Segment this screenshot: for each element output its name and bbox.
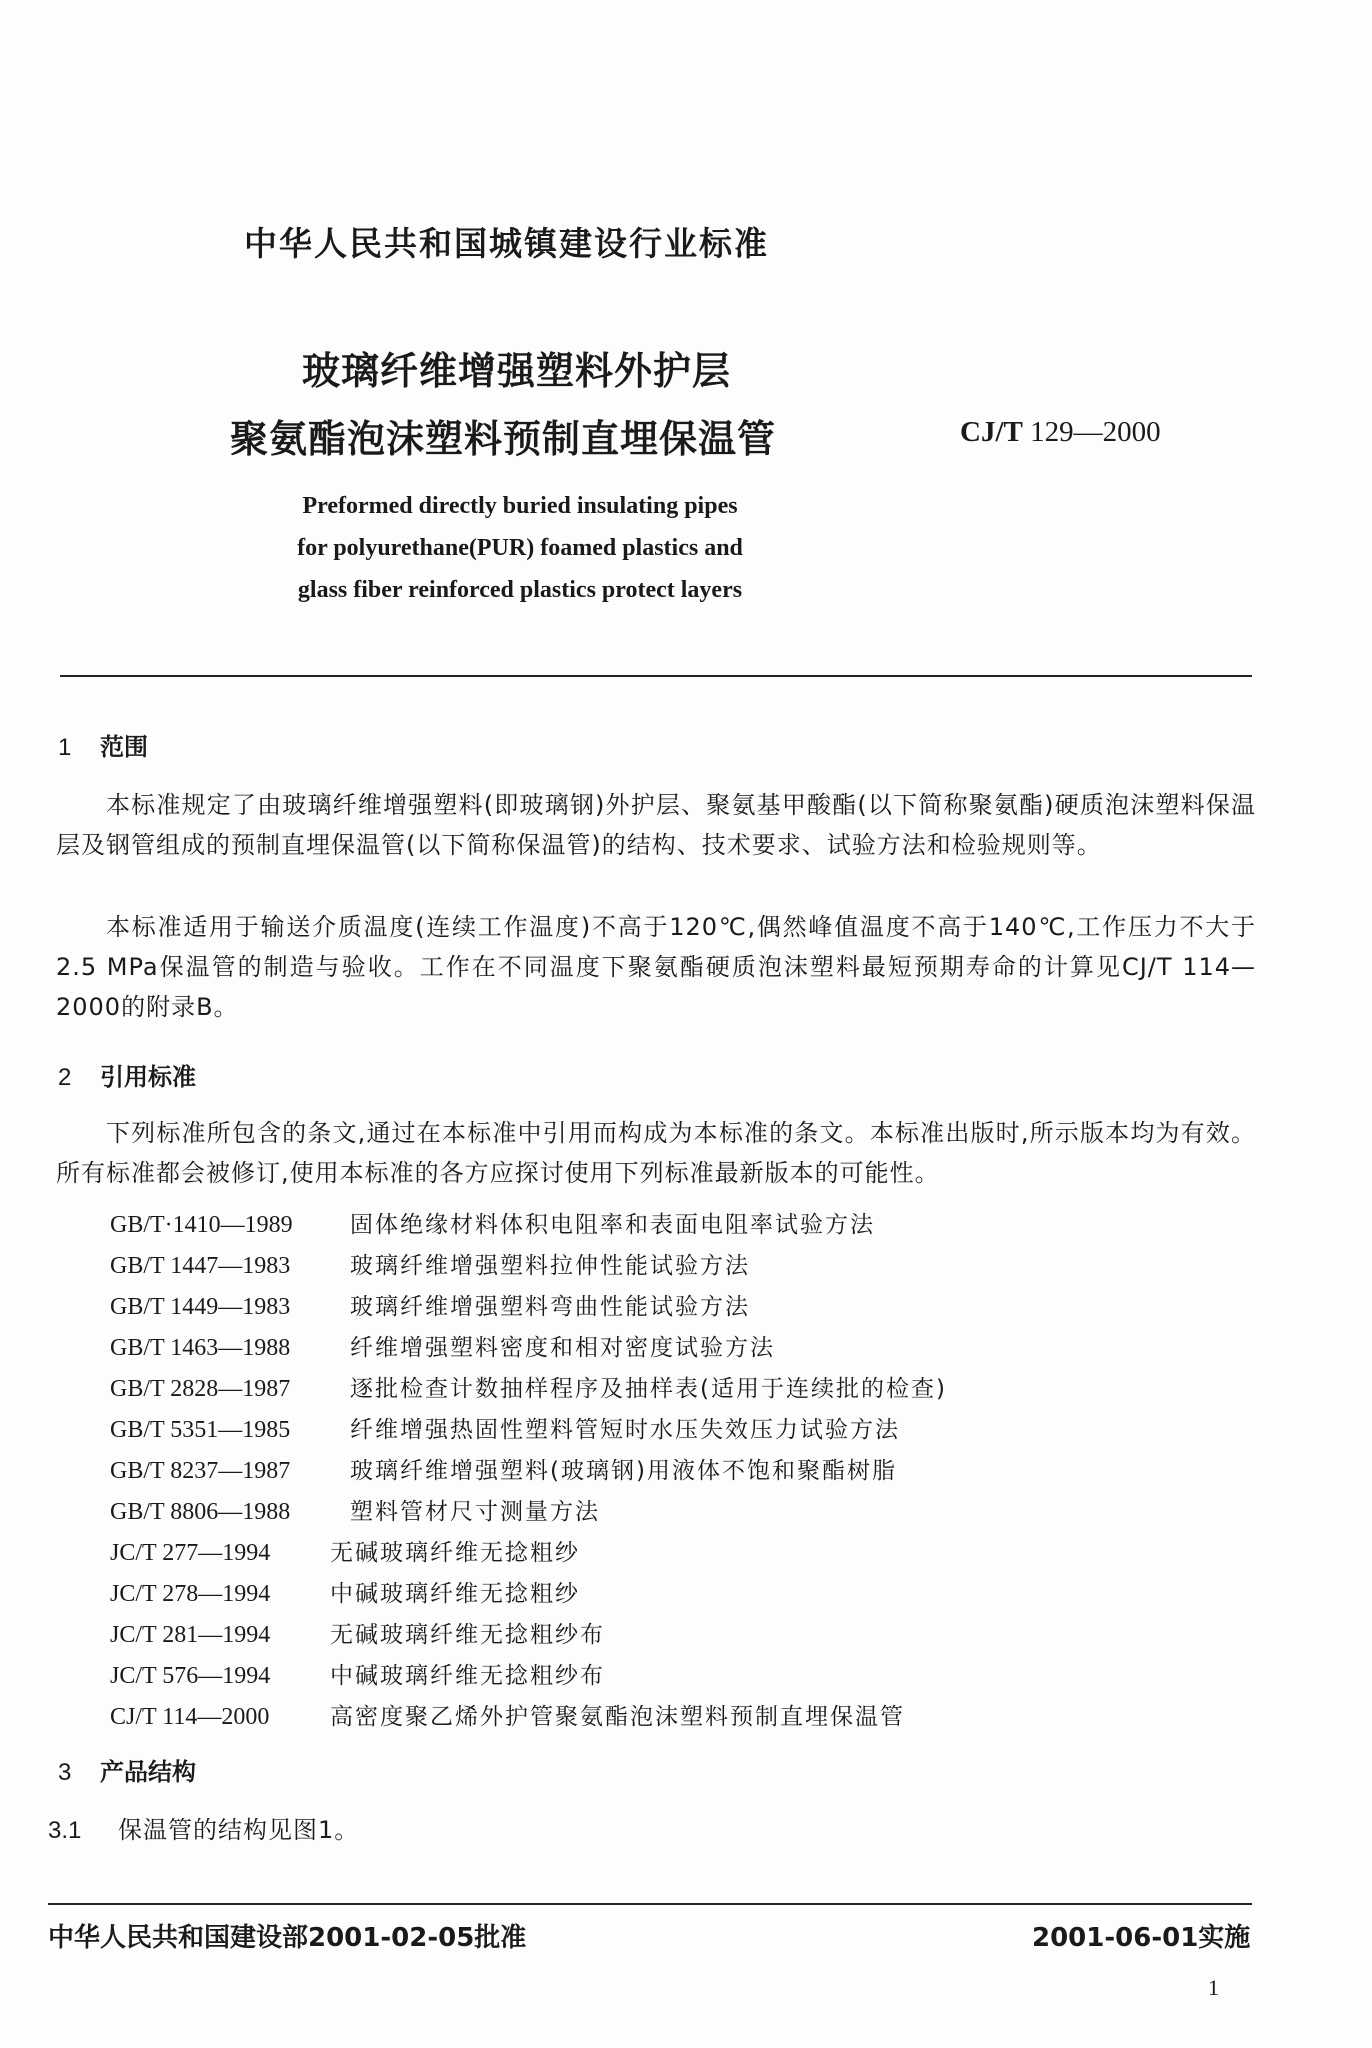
title-en-line: for polyurethane(PUR) foamed plastics and: [297, 535, 743, 561]
title-zh-line1: 玻璃纤维增强塑料外护层: [302, 349, 732, 393]
standard-code: [960, 416, 1161, 449]
section-heading-scope: [58, 727, 148, 762]
reference-code: GB/T 1447—1983: [110, 1253, 291, 1279]
reference-title: 中碱玻璃纤维无捻粗纱: [330, 1581, 580, 1607]
reference-item: [110, 1574, 947, 1615]
reference-item: [110, 1410, 947, 1451]
reference-code: GB/T·1410—1989: [110, 1212, 293, 1238]
approval-date: 中华人民共和国建设部2001-02-05批准: [48, 1923, 527, 1953]
title-en: [240, 485, 800, 611]
reference-item: [110, 1533, 947, 1574]
reference-item: [110, 1287, 947, 1328]
reference-title: 固体绝缘材料体积电阻率和表面电阻率试验方法: [350, 1212, 875, 1238]
reference-code: JC/T 281—1994: [110, 1622, 271, 1648]
reference-item: [110, 1615, 947, 1656]
reference-code: GB/T 1449—1983: [110, 1294, 291, 1320]
reference-title: 纤维增强塑料密度和相对密度试验方法: [350, 1335, 775, 1361]
reference-item: [110, 1492, 947, 1533]
subsection-number: 3.1: [48, 1817, 82, 1844]
reference-title: 中碱玻璃纤维无捻粗纱布: [330, 1663, 605, 1689]
footer-divider: [48, 1903, 1252, 1905]
reference-title: 无碱玻璃纤维无捻粗纱: [330, 1540, 580, 1566]
reference-item: [110, 1697, 947, 1738]
reference-title: 玻璃纤维增强塑料(玻璃钢)用液体不饱和聚酯树脂: [350, 1458, 897, 1484]
section-heading-references: [58, 1057, 196, 1092]
subsection-text: 保温管的结构见图1。: [118, 1816, 360, 1844]
section-number: 1: [58, 734, 72, 761]
reference-code: JC/T 277—1994: [110, 1540, 271, 1566]
standard-code-number: 129—2000: [1030, 416, 1161, 448]
reference-item: [110, 1246, 947, 1287]
section-title: 引用标准: [100, 1063, 196, 1091]
reference-code: JC/T 278—1994: [110, 1581, 271, 1607]
scope-paragraph: 本标准适用于输送介质温度(连续工作温度)不高于120℃,偶然峰值温度不高于140℃,工作压力不大于2.5 MPa保温管的制造与验收。工作在不同温度下聚氨酯硬质泡沫塑料最短预期寿命的计算见CJ/T 114—2000的附录B。: [56, 913, 1256, 1021]
reference-item: [110, 1369, 947, 1410]
references-intro: 下列标准所包含的条文,通过在本标准中引用而构成为本标准的条文。本标准出版时,所示版本均为有效。所有标准都会被修订,使用本标准的各方应探讨使用下列标准最新版本的可能性。: [56, 1119, 1256, 1187]
page-number: 1: [1208, 1975, 1219, 2000]
reference-code: GB/T 8237—1987: [110, 1458, 291, 1484]
reference-title: 无碱玻璃纤维无捻粗纱布: [330, 1622, 605, 1648]
reference-item: [110, 1328, 947, 1369]
scope-paragraph: 本标准规定了由玻璃纤维增强塑料(即玻璃钢)外护层、聚氨基甲酸酯(以下简称聚氨酯)硬质泡沫塑料保温层及钢管组成的预制直埋保温管(以下简称保温管)的结构、技术要求、试验方法和检验规则等。: [56, 791, 1256, 859]
section-title: 产品结构: [100, 1758, 196, 1786]
standard-type-heading: 中华人民共和国城镇建设行业标准: [244, 224, 769, 263]
section-number: 3: [58, 1759, 72, 1786]
header-divider: [60, 675, 1252, 677]
reference-title: 玻璃纤维增强塑料弯曲性能试验方法: [350, 1294, 750, 1320]
reference-item: [110, 1451, 947, 1492]
reference-code: GB/T 2828—1987: [110, 1376, 291, 1402]
reference-item: [110, 1205, 947, 1246]
implementation-date: 2001-06-01实施: [1032, 1923, 1251, 1953]
reference-title: 纤维增强热固性塑料管短时水压失效压力试验方法: [350, 1417, 900, 1443]
reference-title: 玻璃纤维增强塑料拉伸性能试验方法: [350, 1253, 750, 1279]
title-zh-line2: 聚氨酯泡沫塑料预制直埋保温管: [230, 417, 777, 461]
standard-code-prefix: CJ/T: [960, 416, 1023, 448]
subsection-3-1: [48, 1810, 359, 1845]
section-number: 2: [58, 1064, 72, 1091]
reference-list: [110, 1205, 947, 1738]
reference-title: 高密度聚乙烯外护管聚氨酯泡沫塑料预制直埋保温管: [330, 1704, 905, 1730]
reference-code: JC/T 576—1994: [110, 1663, 271, 1689]
reference-item: [110, 1656, 947, 1697]
title-en-line: Preformed directly buried insulating pipes: [302, 493, 738, 519]
reference-title: 逐批检查计数抽样程序及抽样表(适用于连续批的检查): [350, 1376, 947, 1402]
reference-code: GB/T 1463—1988: [110, 1335, 291, 1361]
reference-code: GB/T 8806—1988: [110, 1499, 291, 1525]
reference-code: CJ/T 114—2000: [110, 1704, 270, 1730]
section-heading-structure: [58, 1752, 196, 1787]
reference-code: GB/T 5351—1985: [110, 1417, 291, 1443]
title-en-line: glass fiber reinforced plastics protect layers: [297, 577, 743, 603]
reference-title: 塑料管材尺寸测量方法: [350, 1499, 600, 1525]
section-title: 范围: [100, 733, 148, 761]
